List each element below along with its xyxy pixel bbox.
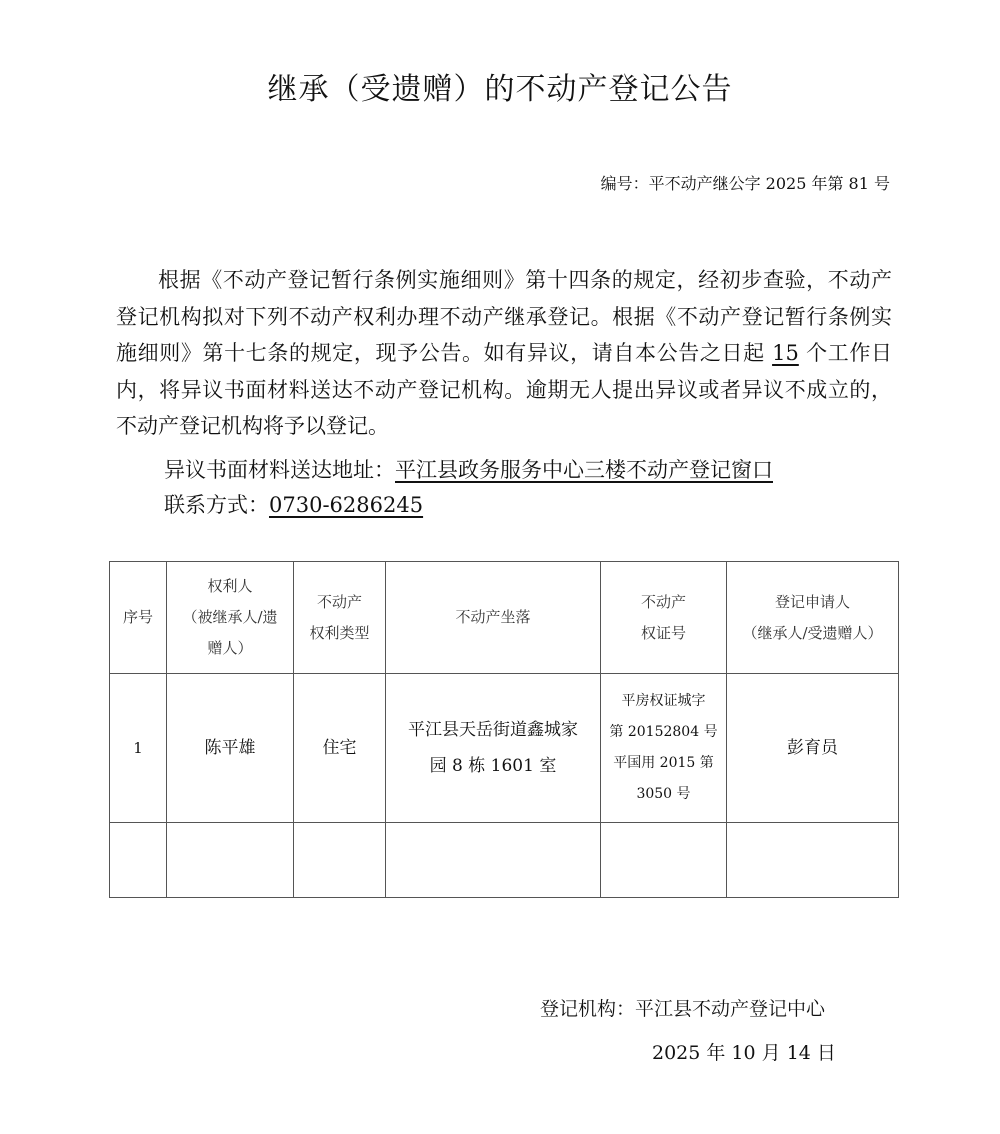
header-applicant: [727, 562, 899, 674]
notice-body: [116, 262, 892, 445]
empty-table-row: [110, 823, 899, 898]
header-certificate: [601, 562, 727, 674]
table-header-row: [110, 562, 899, 674]
empty-cell: [601, 823, 727, 898]
cell-applicant: 彭育员: [727, 674, 899, 823]
empty-cell: [294, 823, 386, 898]
empty-cell: [386, 823, 601, 898]
certificate-line: 平房权证城字: [621, 693, 706, 709]
phone-value: 0730-6286245: [269, 493, 424, 517]
registration-table: [109, 561, 899, 898]
table-row: [110, 674, 899, 823]
issue-date: 2025 年 10 月 14 日: [652, 1042, 836, 1064]
header-line: 权利人: [207, 577, 253, 595]
objection-address: [164, 452, 773, 488]
contact-phone: [164, 487, 423, 523]
certificate-line: 平国用 2015 第: [613, 755, 714, 771]
certificate-line: 第 20152804 号: [609, 724, 718, 740]
header-line: 序号: [122, 608, 153, 626]
header-line: （被继承人/遗: [182, 608, 278, 626]
address-value: 平江县政务服务中心三楼不动产登记窗口: [395, 458, 773, 482]
phone-label: 联系方式：: [164, 493, 269, 517]
header-line: 权证号: [640, 623, 686, 642]
empty-cell: [167, 823, 294, 898]
cell-right-holder: 陈平雄: [167, 674, 294, 823]
objection-days: 15: [772, 341, 799, 365]
notice-body-after: 个工作日内，将异议书面材料送达不动产登记机构。逾期无人提出异议或者异议不成立的，不动产登记机构将予以登记。: [116, 341, 893, 438]
header-line: 不动产: [316, 592, 362, 611]
header-right-holder: [167, 562, 294, 674]
document-number: 编号：平不动产继公字 2025 年第 81 号: [600, 174, 890, 193]
cell-certificate: [601, 674, 727, 823]
header-line: 不动产: [640, 592, 686, 611]
header-right-type: [294, 562, 386, 674]
cell-location: [386, 674, 601, 823]
cell-right-type: 住宅: [294, 674, 386, 823]
issuing-authority: 登记机构：平江县不动产登记中心: [540, 998, 826, 1020]
location-line: 园 8 栋 1601 室: [429, 756, 557, 776]
certificate-line: 3050 号: [636, 786, 691, 802]
empty-cell: [110, 823, 167, 898]
location-line: 平江县天岳街道鑫城家: [408, 720, 578, 740]
header-line: 赠人）: [207, 639, 253, 657]
header-line: 权利类型: [309, 623, 370, 642]
empty-cell: [727, 823, 899, 898]
address-label: 异议书面材料送达地址：: [164, 458, 395, 482]
header-line: 不动产坐落: [455, 608, 531, 626]
cell-index: 1: [110, 674, 167, 823]
header-location: [386, 562, 601, 674]
header-line: （继承人/受遗赠人）: [742, 623, 883, 642]
header-index: [110, 562, 167, 674]
notice-body-before: 根据《不动产登记暂行条例实施细则》第十四条的规定，经初步查验，不动产登记机构拟对下列不动产权利办理不动产继承登记。根据《不动产登记暂行条例实施细则》第十七条的规定，现予公告。如有异议，请自本公告之日起: [116, 268, 892, 365]
header-line: 登记申请人: [774, 592, 850, 611]
notice-title: 继承（受遗赠）的不动产登记公告: [267, 72, 733, 107]
